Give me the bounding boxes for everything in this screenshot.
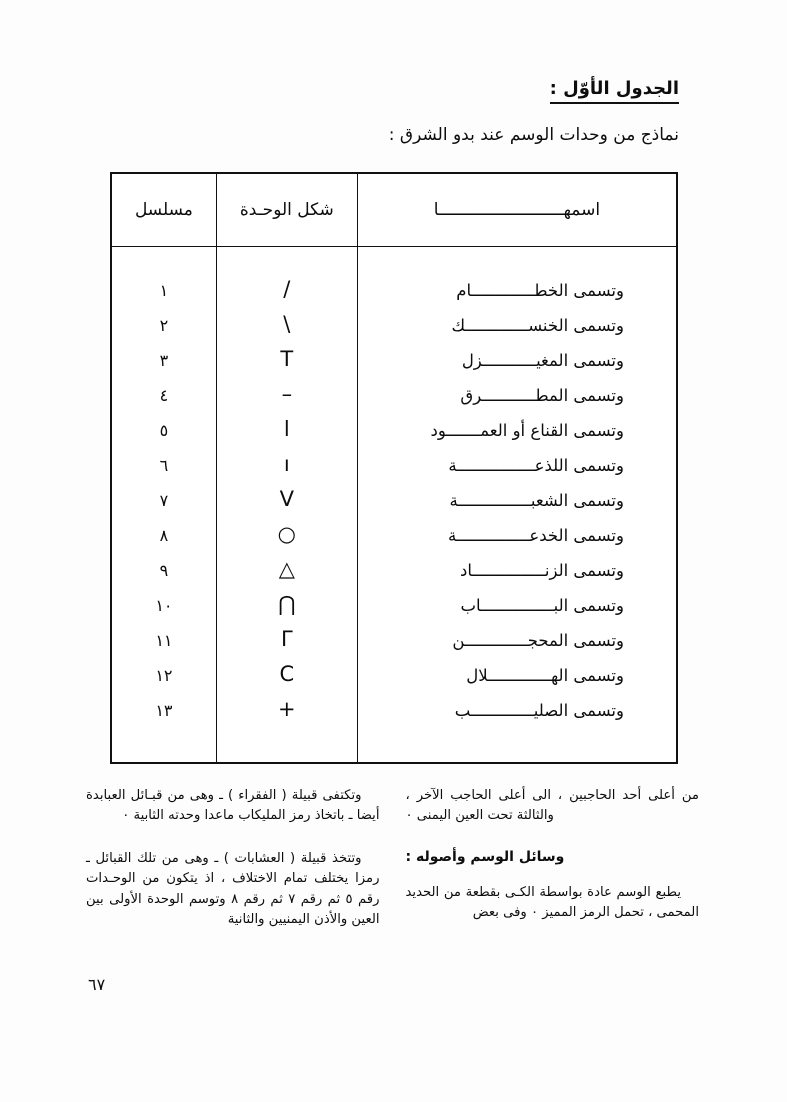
unit-name-text: وتسمى المطـــــــــــرق <box>460 386 624 405</box>
cell-unit-shape <box>216 483 357 518</box>
unit-name-text: وتسمى الخطـــــــــــــام <box>456 281 624 300</box>
cell-unit-name <box>357 343 676 378</box>
table-row <box>112 588 676 623</box>
cell-unit-name <box>357 693 676 728</box>
marks-table-container <box>110 172 678 764</box>
table-header-row <box>112 174 676 247</box>
forward-slash-icon: / <box>283 277 291 301</box>
back-slash-icon: \ <box>283 312 291 336</box>
table-row <box>112 273 676 308</box>
cell-serial-number: ٢ <box>159 316 169 335</box>
paragraph-fuqara-tribe: وتكتفى قبيلة ( الفقراء ) ـ وهى من قبـائل العبابدة أيضا ـ باتخاذ رمز المليكاب ماعدا وحدته الثابية ٠ <box>86 788 380 824</box>
section-heading-branding-methods: وسائل الوسم وأصوله : <box>405 848 565 865</box>
gamma-corner-icon: Γ <box>280 627 293 651</box>
vertical-stroke-icon: ا <box>283 417 290 441</box>
triangle-icon: △ <box>278 557 295 581</box>
cell-unit-name <box>357 273 676 308</box>
cell-unit-shape <box>216 378 357 413</box>
unit-name-text: وتسمى المحجـــــــــــــن <box>452 631 624 650</box>
marks-table <box>112 174 676 762</box>
short-stroke-icon: ı <box>283 452 290 476</box>
table-header <box>112 174 676 247</box>
table-row <box>112 623 676 658</box>
spacer-cell <box>112 728 216 762</box>
column-header-serial: مسلسل <box>112 174 216 247</box>
cell-serial-number: ١٢ <box>155 666 173 685</box>
unit-name-text: وتسمى الشعبـــــــــــــــة <box>449 491 624 510</box>
cell-unit-name <box>357 448 676 483</box>
cell-unit-shape <box>216 658 357 693</box>
table-row <box>112 308 676 343</box>
left-text-column <box>406 786 700 953</box>
cell-unit-name <box>357 378 676 413</box>
circle-icon: ○ <box>277 522 296 546</box>
unit-name-text: وتسمى الهـــــــــــــلال <box>466 666 624 685</box>
cell-unit-shape <box>216 413 357 448</box>
tee-icon: Т <box>280 347 294 371</box>
cell-unit-shape <box>216 693 357 728</box>
unit-name-text: وتسمى الصليـــــــــــــب <box>454 701 624 720</box>
cell-unit-shape <box>216 623 357 658</box>
vee-icon: V <box>279 487 295 511</box>
cell-serial-number: ٦ <box>159 456 169 475</box>
spacer-cell <box>216 247 357 274</box>
table-row <box>112 483 676 518</box>
unit-name-text: وتسمى الخنســـــــــــــك <box>451 316 624 335</box>
spacer-cell <box>216 728 357 762</box>
cell-unit-shape <box>216 308 357 343</box>
table-row <box>112 413 676 448</box>
paragraph-ashabat-tribe: وتتخذ قبيلة ( العشابات ) ـ وهى من تلك القبائل ـ رمزا يختلف تمام الاختلاف ، اذ يتكون من الوحـدات رقم ٥ ثم رقم ٧ ثم رقم ٨ وتوسم الوحدة الأولى بين العين والأذن اليمنيين والثانية <box>86 850 380 928</box>
unit-name-text: وتسمى البـــــــــــــــاب <box>460 596 624 615</box>
spacer-cell <box>357 247 676 274</box>
cell-serial-number: ١١ <box>155 631 173 650</box>
cell-unit-name <box>357 518 676 553</box>
cell-serial-number: ٤ <box>159 386 169 405</box>
lower-text-area <box>86 786 699 953</box>
cell-unit-shape <box>216 273 357 308</box>
cell-unit-shape <box>216 518 357 553</box>
cell-serial-number: ٨ <box>159 526 169 545</box>
unit-name-text: وتسمى الخدعـــــــــــــــة <box>448 526 624 545</box>
unit-name-text: وتسمى المغيـــــــــــزل <box>461 351 624 370</box>
unit-name-text: وتسمى الزنـــــــــــــــاد <box>459 561 624 580</box>
cell-serial-number: ١ <box>159 281 169 300</box>
right-text-column <box>86 786 380 953</box>
cell-unit-name <box>357 483 676 518</box>
spacer-cell <box>112 247 216 274</box>
table-spacer-row <box>112 728 676 762</box>
table-spacer-row <box>112 247 676 274</box>
horizontal-dash-icon: – <box>281 382 293 406</box>
column-header-shape: شكل الوحـدة <box>216 174 357 247</box>
table-row <box>112 518 676 553</box>
cell-unit-name <box>357 658 676 693</box>
cell-unit-shape <box>216 448 357 483</box>
arch-icon: ⋂ <box>278 592 296 616</box>
cell-unit-shape <box>216 588 357 623</box>
cell-serial-number: ٩ <box>159 561 169 580</box>
cell-unit-name <box>357 308 676 343</box>
cell-serial-number: ٣ <box>159 351 169 370</box>
cell-serial-number: ٥ <box>159 421 169 440</box>
cell-serial-number: ١٣ <box>155 701 173 720</box>
cell-unit-name <box>357 623 676 658</box>
table-row <box>112 553 676 588</box>
cell-unit-shape <box>216 553 357 588</box>
cell-unit-name <box>357 413 676 448</box>
table-row <box>112 693 676 728</box>
cell-unit-name <box>357 553 676 588</box>
heading-block <box>108 78 679 146</box>
cell-serial-number: ١٠ <box>155 596 173 615</box>
open-crescent-icon: C <box>279 662 295 686</box>
table-subtitle: نماذج من وحدات الوسم عند بدو الشرق : <box>388 124 679 145</box>
cross-icon: + <box>278 697 296 721</box>
cell-unit-name <box>357 588 676 623</box>
table-row <box>112 343 676 378</box>
table-row <box>112 378 676 413</box>
cell-unit-shape <box>216 343 357 378</box>
table-row <box>112 448 676 483</box>
page-number: ٦٧ <box>88 975 106 994</box>
paragraph-eyebrow-marking: من أعلى أحد الحاجبين ، الى أعلى الحاجب الآخر ، والثالثة تحت العين اليمنى ٠ <box>405 788 699 824</box>
unit-name-text: وتسمى اللذعــــــــــــــــة <box>448 456 624 475</box>
unit-name-text: وتسمى القناع أو العمـــــــود <box>430 421 624 440</box>
spacer-cell <box>357 728 676 762</box>
table-body <box>112 247 676 763</box>
column-header-name: اسمهـــــــــــــــــــــــــا <box>357 174 676 247</box>
paragraph-branding-iron: يطبع الوسم عادة بواسطة الكـى بقطعة من الحديد المحمى ، تحمل الرمز المميز ٠ وفى بعض <box>405 884 699 921</box>
table-row <box>112 658 676 693</box>
cell-serial-number: ٧ <box>159 491 169 510</box>
page-title: الجدول الأوّل : <box>550 78 679 104</box>
